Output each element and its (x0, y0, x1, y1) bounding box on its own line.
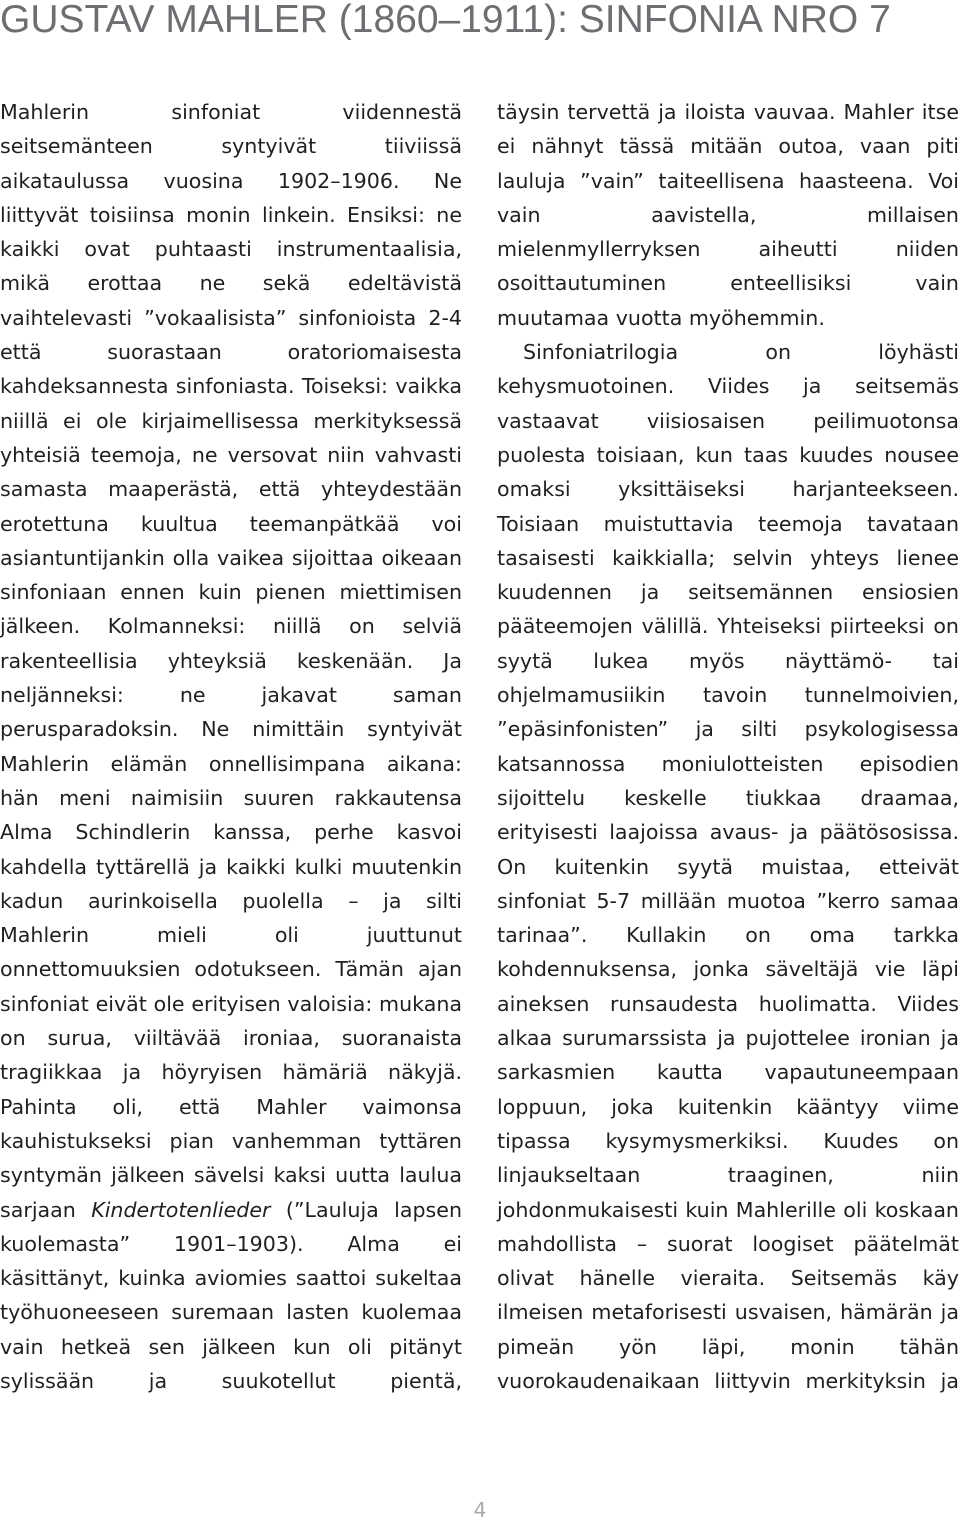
right-paragraph-1: täysin tervettä ja iloista vauvaa. Mahler itse ei nähnyt tässä mitään outoa, vaan piti lauluja ”vain” taiteellisena haasteena. Voi vain aavistella, millaisen mielenmyllerryksen aiheutti niiden osoittautuminen enteellisiksi vain muutamaa vuotta myöhemmin. (497, 100, 959, 330)
work-title-kindertotenlieder: Kindertotenlieder (91, 1197, 271, 1222)
left-paragraph-1-text-a: Mahlerin sinfoniat viidennestä seitsemänteen syntyivät tiiviissä aikataulussa vuosina 1902–1906. Ne liittyvät toisiinsa monin linkein. Ensiksi: ne kaikki ovat puhtaasti instrumentaalisia, mikä erottaa ne sekä edeltävistä vaihtelevasti ”vokaalisista” sinfonioista 2-4 että suorastaan oratoriomaisesta kahdeksannesta sinfoniasta. Toiseksi: vaikka niillä ei ole kirjaimellisessa merkityksessä yhteisiä teemoja, ne versovat niin vahvasti samasta maaperästä, että yhteydestään erotettuna kuultua teemanpätkää voi asiantuntijankin olla vaikea sijoittaa oikeaan sinfoniaan ennen kuin pienen miettimisen jälkeen. Kolmanneksi: niillä on selviä rakenteellisia yhteyksiä keskenään. Ja neljänneksi: ne jakavat saman perusparadoksin. Ne nimittäin syntyivät Mahlerin elämän onnellisimpana aikana: hän meni naimisiin suuren rakkautensa Alma Schindlerin kanssa, perhe kasvoi kahdella tyttärellä ja kaikki kulki muutenkin kadun aurinkoisella puolella – ja silti Mahlerin mieli oli juuttunut onnettomuuksien odotukseen. Tämän ajan sinfoniat eivät ole erityisen valoisia: mukana on surua, viiltävää ironiaa, suoranaista tragiikkaa ja höyryisen hämäriä näkyjä. Pahinta oli, että Mahler vaimonsa kauhistukseksi pian vanhemman tyttären syntymän jälkeen sävelsi kaksi uutta laulua sarjaan (0, 100, 462, 1222)
page-number: 4 (473, 1498, 487, 1522)
page-title: GUSTAV MAHLER (1860–1911): SINFONIA NRO 7 (0, 0, 891, 41)
left-column (0, 95, 462, 1398)
right-paragraph-2: Sinfoniatrilogia on löyhästi kehysmuotoinen. Viides ja seitsemäs vastaavat viisiosaisen peilimuotonsa puolesta toisiaan, kun taas kuudes nousee omaksi yksittäiseksi harjanteekseen. Toisiaan muistuttavia teemoja tavataan tasaisesti kaikkialla; selvin yhteys lienee kuudennen ja seitsemännen ensiosien pääteemojen välillä. Yhteiseksi piirteeksi on syytä lukea myös näyttämö- tai ohjelmamusiikin tavoin tunnelmoivien, ”epäsinfonisten” ja silti psykologisessa katsannossa moniulotteisten episodien sijoittelu keskelle tiukkaa draamaa, erityisesti laajoissa avaus- ja päätösosissa. On kuitenkin syytä muistaa, etteivät sinfoniat 5-7 millään muotoa ”kerro samaa tarinaa”. Kullakin on oma tarkka kohdennuksensa, jonka säveltäjä vie läpi aineksen runsaudesta huolimatta. Viides alkaa surumarssista ja pujottelee ironian ja sarkasmien kautta vapautuneempaan loppuun, joka kuitenkin kääntyy viime tipassa kysymysmerkiksi. Kuudes on linjaukseltaan traaginen, niin johdonmukaisesti kuin Mahlerille oli koskaan mahdollista – suorat loogiset päätelmät olivat hänelle vieraita. Seitsemäs käy ilmeisen metaforisesti usvaisen, hämärän ja pimeän yön läpi, monin tähän vuorokaudenaikaan liittyvin merkityksin ja (497, 340, 959, 1393)
left-paragraph-1-text-b: (”Lauluja lapsen kuolemasta” 1901–1903). Alma ei käsittänyt, kuinka aviomies saattoi sukeltaa työhuoneeseen suremaan lasten kuolemaa vain hetkeä sen jälkeen kun oli pitänyt sylissään ja suukotellut pientä, (0, 1197, 463, 1393)
left-paragraph-1 (0, 95, 462, 1398)
right-column (497, 95, 959, 1398)
